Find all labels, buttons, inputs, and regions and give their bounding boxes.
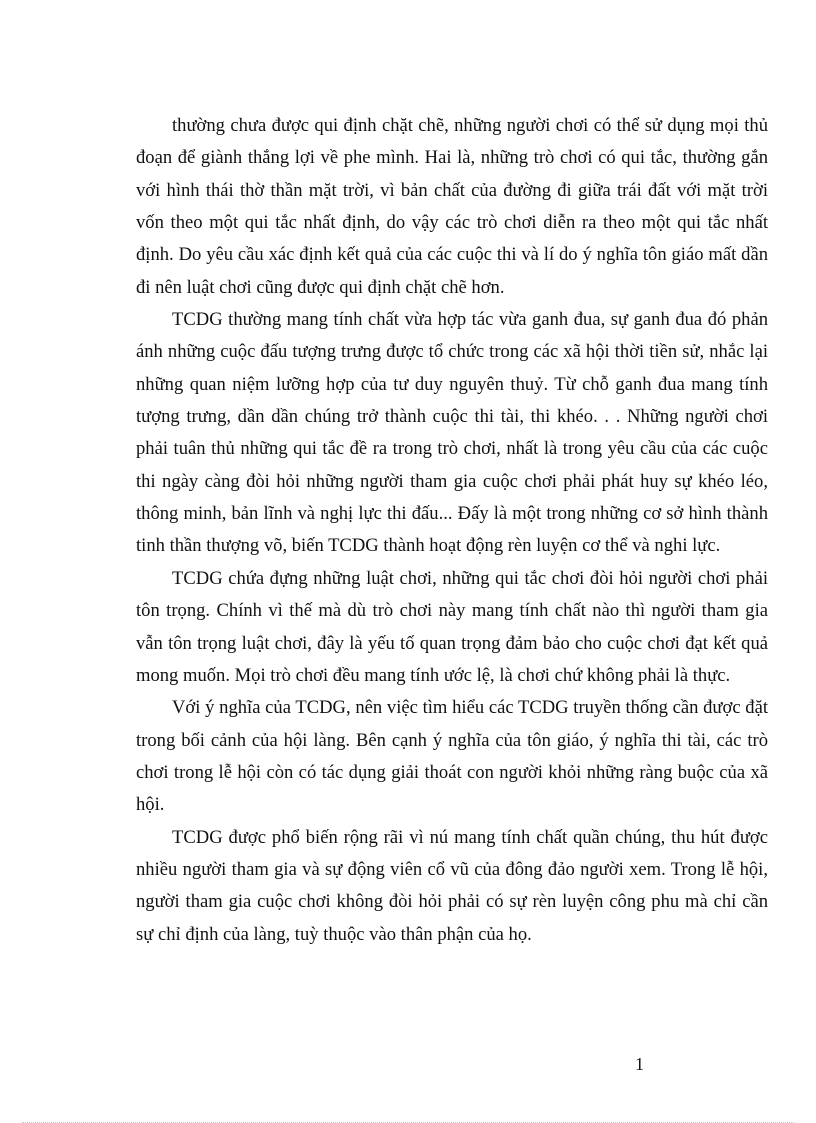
paragraph-4: Với ý nghĩa của TCDG, nên việc tìm hiểu các TCDG truyền thống cần được đặt trong bối cảnh của hội làng. Bên cạnh ý nghĩa của tôn giáo, ý nghĩa thi tài, các trò chơi trong lễ hội còn có tác dụng giải thoát con người khỏi những ràng buộc của xã hội. [136,697,768,816]
body-text [136,110,768,951]
paragraph-2: TCDG thường mang tính chất vừa hợp tác vừa ganh đua, sự ganh đua đó phản ánh những cuộc đấu tượng trưng được tổ chức trong các xã hội thời tiền sử, nhắc lại những quan niệm lưỡng hợp của tư duy nguyên thuỷ. Từ chỗ ganh đua mang tính tượng trưng, dần dần chúng trở thành cuộc thi tài, thi khéo. . . Những người chơi phải tuân thủ những qui tắc đề ra trong trò chơi, nhất là trong yêu cầu của các cuộc thi ngày càng đòi hỏi những người tham gia cuộc chơi phải phát huy sự khéo léo, thông minh, bản lĩnh và nghị lực thi đấu... Đấy là một trong những cơ sở hình thành tinh thần thượng võ, biến TCDG thành hoạt động rèn luyện cơ thể và nghi lực. [136,309,768,557]
page-number: 1 [635,1054,644,1074]
paragraph-1: thường chưa được qui định chặt chẽ, những người chơi có thể sử dụng mọi thủ đoạn để giành thắng lợi về phe mình. Hai là, những trò chơi có qui tắc, thường gắn với hình thái thờ thần mặt trời, vì bản chất của đường đi giữa trái đất với mặt trời vốn theo một qui tắc nhất định, do vậy các trò chơi diễn ra theo một qui tắc nhất định. Do yêu cầu xác định kết quả của các cuộc thi và lí do ý nghĩa tôn giáo mất dần đi nên luật chơi cũng được qui định chặt chẽ hơn. [136,115,768,298]
paragraph-5: TCDG được phổ biến rộng rãi vì nú mang tính chất quần chúng, thu hút được nhiều người tham gia và sự động viên cổ vũ của đông đảo người xem. Trong lễ hội, người tham gia cuộc chơi không đòi hỏi phải có sự rèn luyện công phu mà chỉ cần sự chỉ định của làng, tuỳ thuộc vào thân phận của họ. [136,826,768,945]
paragraph-3: TCDG chứa đựng những luật chơi, những qui tắc chơi đòi hỏi người chơi phải tôn trọng. Chính vì thế mà dù trò chơi này mang tính chất nào thì người tham gia vẫn tôn trọng luật chơi, đây là yếu tố quan trọng đảm bảo cho cuộc chơi đạt kết quả mong muốn. Mọi trò chơi đều mang tính ước lệ, là chơi chứ không phải là thực. [136,567,768,686]
